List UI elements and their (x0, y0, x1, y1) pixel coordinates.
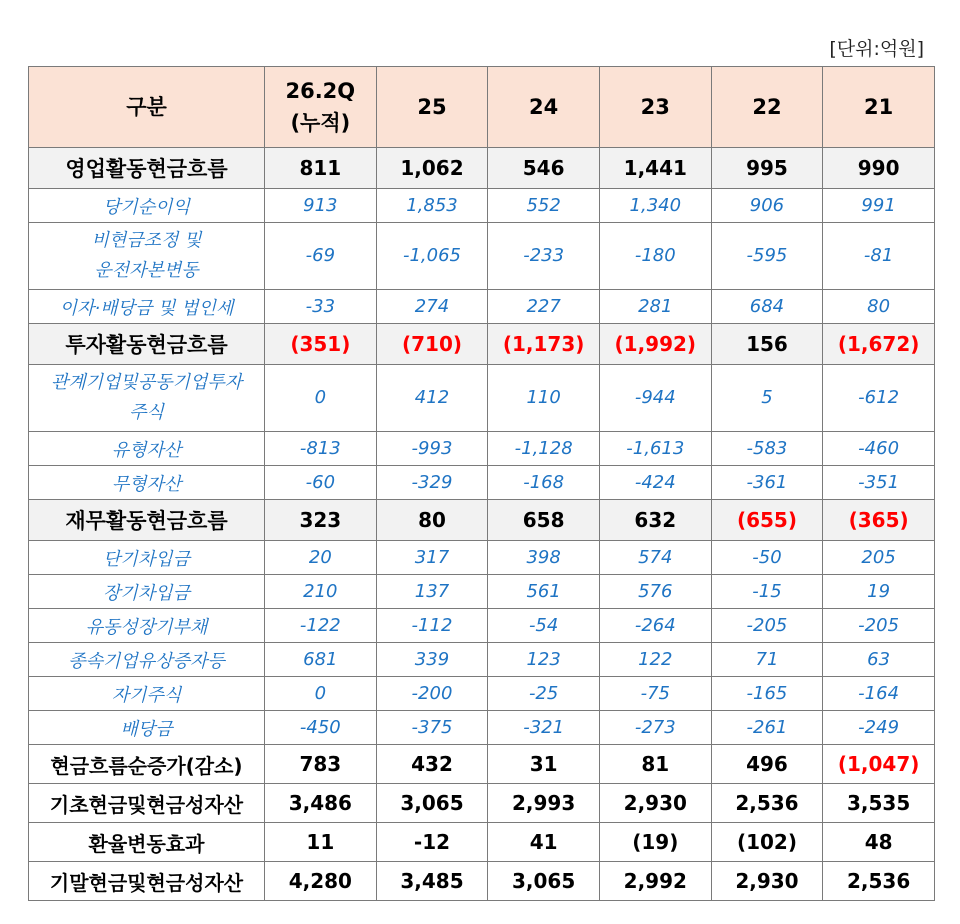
row-label: 이자·배당금 및 법인세 (29, 290, 265, 324)
header-period: 26.2Q (누적) (265, 67, 377, 148)
table-row (29, 466, 935, 500)
value-cell: 48 (823, 823, 935, 862)
value-cell: -264 (599, 609, 711, 643)
value-cell: 3,065 (488, 862, 600, 901)
table-row (29, 290, 935, 324)
value-cell: 681 (265, 643, 377, 677)
value-cell: -69 (265, 223, 377, 290)
value-cell: 3,485 (376, 862, 488, 901)
value-cell: -112 (376, 609, 488, 643)
row-label: 유동성장기부채 (29, 609, 265, 643)
row-label: 비현금조정 및 운전자본변동 (29, 223, 265, 290)
value-cell: 658 (488, 500, 600, 541)
value-cell: 210 (265, 575, 377, 609)
value-cell: -1,128 (488, 432, 600, 466)
row-label: 재무활동현금흐름 (29, 500, 265, 541)
value-cell: 906 (711, 189, 823, 223)
value-cell: 123 (488, 643, 600, 677)
header-period: 24 (488, 67, 600, 148)
value-cell: -249 (823, 711, 935, 745)
table-row (29, 223, 935, 290)
table-row (29, 500, 935, 541)
value-cell: -50 (711, 541, 823, 575)
value-cell: 1,340 (599, 189, 711, 223)
row-label: 투자활동현금흐름 (29, 324, 265, 365)
value-cell: 31 (488, 745, 600, 784)
value-cell: -273 (599, 711, 711, 745)
value-cell: -329 (376, 466, 488, 500)
value-cell: 684 (711, 290, 823, 324)
value-cell: 811 (265, 148, 377, 189)
value-cell: -612 (823, 365, 935, 432)
value-cell: -1,613 (599, 432, 711, 466)
value-cell: -122 (265, 609, 377, 643)
row-label: 무형자산 (29, 466, 265, 500)
table-row (29, 745, 935, 784)
value-cell: -168 (488, 466, 600, 500)
table-row (29, 711, 935, 745)
table-row (29, 432, 935, 466)
table-row (29, 784, 935, 823)
value-cell: 1,853 (376, 189, 488, 223)
value-cell: 1,062 (376, 148, 488, 189)
value-cell: 156 (711, 324, 823, 365)
row-label: 영업활동현금흐름 (29, 148, 265, 189)
value-cell: 41 (488, 823, 600, 862)
table-row (29, 365, 935, 432)
table-row (29, 677, 935, 711)
value-cell: -375 (376, 711, 488, 745)
value-cell: -180 (599, 223, 711, 290)
value-cell: 412 (376, 365, 488, 432)
cash-flow-table (28, 66, 935, 901)
value-cell: -261 (711, 711, 823, 745)
value-cell: 63 (823, 643, 935, 677)
value-cell: 281 (599, 290, 711, 324)
value-cell: -450 (265, 711, 377, 745)
row-label: 환율변동효과 (29, 823, 265, 862)
header-category: 구분 (29, 67, 265, 148)
value-cell: 0 (265, 677, 377, 711)
value-cell: 2,536 (823, 862, 935, 901)
value-cell: -1,065 (376, 223, 488, 290)
value-cell: -993 (376, 432, 488, 466)
row-label: 당기순이익 (29, 189, 265, 223)
value-cell: -595 (711, 223, 823, 290)
value-cell: 20 (265, 541, 377, 575)
header-period: 22 (711, 67, 823, 148)
value-cell: -361 (711, 466, 823, 500)
value-cell: (351) (265, 324, 377, 365)
value-cell: -25 (488, 677, 600, 711)
table-row (29, 148, 935, 189)
value-cell: 991 (823, 189, 935, 223)
value-cell: 2,930 (711, 862, 823, 901)
table-row (29, 823, 935, 862)
value-cell: (1,173) (488, 324, 600, 365)
value-cell: 574 (599, 541, 711, 575)
value-cell: 71 (711, 643, 823, 677)
value-cell: -164 (823, 677, 935, 711)
value-cell: 137 (376, 575, 488, 609)
row-label: 현금흐름순증가(감소) (29, 745, 265, 784)
value-cell: (102) (711, 823, 823, 862)
value-cell: -351 (823, 466, 935, 500)
table-row (29, 541, 935, 575)
value-cell: 3,535 (823, 784, 935, 823)
value-cell: -81 (823, 223, 935, 290)
value-cell: -12 (376, 823, 488, 862)
value-cell: 432 (376, 745, 488, 784)
row-label: 종속기업유상증자등 (29, 643, 265, 677)
row-label: 유형자산 (29, 432, 265, 466)
value-cell: 1,441 (599, 148, 711, 189)
value-cell: 398 (488, 541, 600, 575)
value-cell: 783 (265, 745, 377, 784)
value-cell: -233 (488, 223, 600, 290)
value-cell: -60 (265, 466, 377, 500)
value-cell: -460 (823, 432, 935, 466)
value-cell: (1,047) (823, 745, 935, 784)
value-cell: 11 (265, 823, 377, 862)
value-cell: 19 (823, 575, 935, 609)
value-cell: (655) (711, 500, 823, 541)
value-cell: -205 (823, 609, 935, 643)
value-cell: 122 (599, 643, 711, 677)
value-cell: -54 (488, 609, 600, 643)
value-cell: 576 (599, 575, 711, 609)
value-cell: 561 (488, 575, 600, 609)
value-cell: 552 (488, 189, 600, 223)
value-cell: 546 (488, 148, 600, 189)
unit-label: [단위:억원] (829, 38, 924, 60)
value-cell: 80 (376, 500, 488, 541)
value-cell: (19) (599, 823, 711, 862)
value-cell: 3,065 (376, 784, 488, 823)
row-label: 기말현금및현금성자산 (29, 862, 265, 901)
row-label: 자기주식 (29, 677, 265, 711)
value-cell: -200 (376, 677, 488, 711)
value-cell: -813 (265, 432, 377, 466)
header-period: 23 (599, 67, 711, 148)
value-cell: 317 (376, 541, 488, 575)
value-cell: 81 (599, 745, 711, 784)
row-label: 단기차입금 (29, 541, 265, 575)
header-period: 25 (376, 67, 488, 148)
value-cell: 2,993 (488, 784, 600, 823)
table-row (29, 862, 935, 901)
value-cell: 323 (265, 500, 377, 541)
value-cell: (365) (823, 500, 935, 541)
table-row (29, 609, 935, 643)
row-label: 관계기업및공동기업투자 주식 (29, 365, 265, 432)
value-cell: -75 (599, 677, 711, 711)
value-cell: 339 (376, 643, 488, 677)
value-cell: -15 (711, 575, 823, 609)
header-row (29, 67, 935, 148)
value-cell: 4,280 (265, 862, 377, 901)
value-cell: -424 (599, 466, 711, 500)
value-cell: -205 (711, 609, 823, 643)
row-label: 장기차입금 (29, 575, 265, 609)
table-row (29, 189, 935, 223)
value-cell: 0 (265, 365, 377, 432)
value-cell: -583 (711, 432, 823, 466)
row-label: 배당금 (29, 711, 265, 745)
value-cell: 2,536 (711, 784, 823, 823)
value-cell: 3,486 (265, 784, 377, 823)
value-cell: -944 (599, 365, 711, 432)
value-cell: 995 (711, 148, 823, 189)
value-cell: -33 (265, 290, 377, 324)
table-row (29, 324, 935, 365)
value-cell: 496 (711, 745, 823, 784)
table-row (29, 575, 935, 609)
value-cell: -321 (488, 711, 600, 745)
value-cell: -165 (711, 677, 823, 711)
value-cell: (1,672) (823, 324, 935, 365)
value-cell: 5 (711, 365, 823, 432)
value-cell: 632 (599, 500, 711, 541)
value-cell: 110 (488, 365, 600, 432)
row-label: 기초현금및현금성자산 (29, 784, 265, 823)
value-cell: 913 (265, 189, 377, 223)
header-period: 21 (823, 67, 935, 148)
value-cell: 205 (823, 541, 935, 575)
value-cell: 227 (488, 290, 600, 324)
value-cell: 274 (376, 290, 488, 324)
value-cell: 990 (823, 148, 935, 189)
value-cell: 2,930 (599, 784, 711, 823)
table-row (29, 643, 935, 677)
value-cell: (710) (376, 324, 488, 365)
value-cell: 80 (823, 290, 935, 324)
value-cell: (1,992) (599, 324, 711, 365)
value-cell: 2,992 (599, 862, 711, 901)
